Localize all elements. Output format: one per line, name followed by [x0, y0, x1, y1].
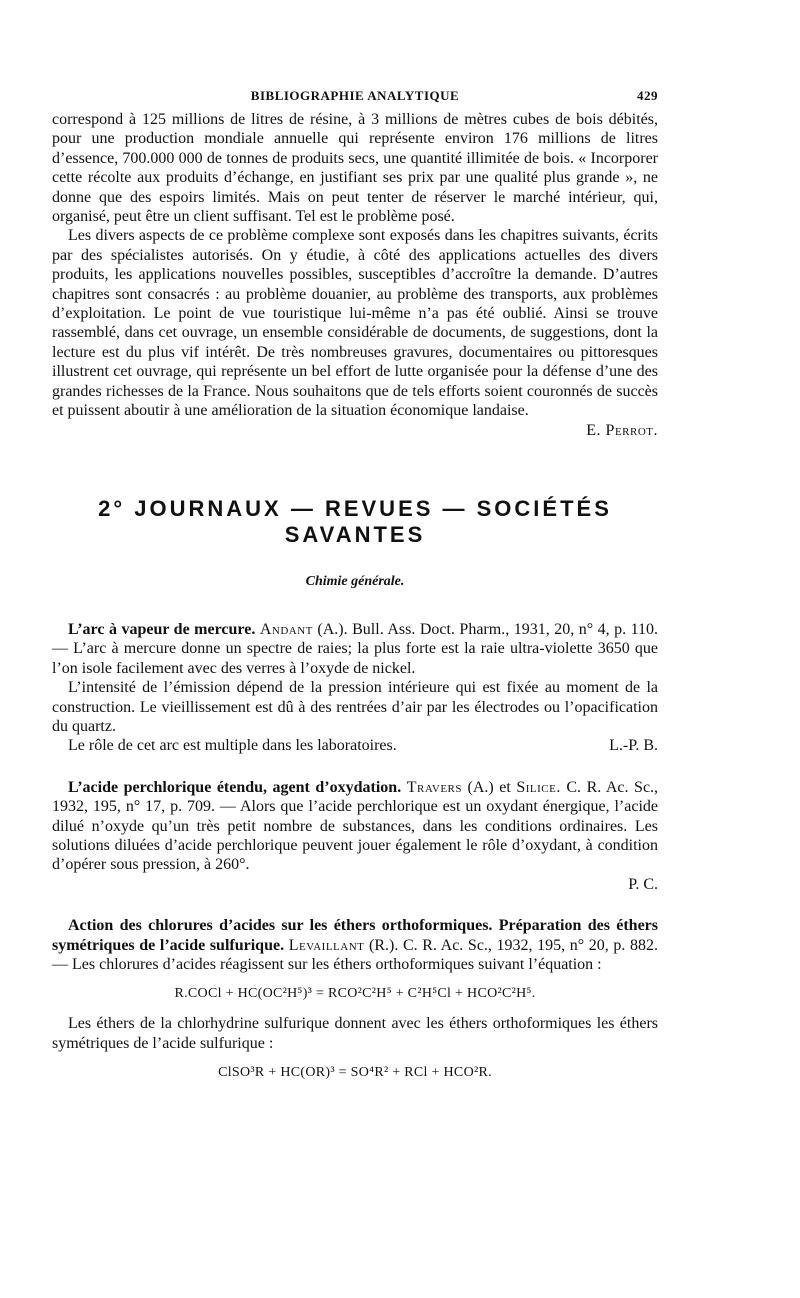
- article-reference: (A.) et: [467, 778, 511, 796]
- subsection-title: Chimie générale.: [305, 573, 405, 589]
- article-signature: P. C.: [628, 875, 658, 893]
- intro-paragraph-2: Les divers aspects de ce problème complexe sont exposés dans les chapitres suivants, écrits par des spécialistes autorisés. On y étudie, à côté des applications actuelles des divers produits, les applications nouvelles possibles, susceptibles d’accroître la demande. D’autres chapitres sont consacrés : au problème douanier, au problème des transports, aux problèmes d’exploitation. Le point de vue touristique lui-même n’a pas été oublié. Ainsi se trouve rassemblé, dans cet ouvrage, un ensemble considérable de documents, de suggestions, dont la lecture est du plus vif intérêt. De très nombreuses gravures, documentaires ou pittoresques illustrent cet ouvrage, qui représente un bel effort de lutte organisée pour la défense d’une des grandes richesses de la France. Nous souhaitons que de tels efforts soient couronnés de succès et puissent aboutir à une amélioration de la situation économique landaise.: [52, 227, 658, 420]
- article-text: Le rôle de cet arc est multiple dans les laboratoires.: [68, 737, 397, 755]
- article-mercure: [52, 620, 658, 756]
- intro-paragraph-1: correspond à 125 millions de litres de résine, à 3 millions de mètres cubes de bois débités, pour une production mondiale annuelle qui représente environ 176 millions de litres d’essence, 700.000 000 de tonnes de produits secs, une quantité illimitée de bois. « Incorporer cette récolte aux produits d’échange, en justifiant ses prix par une qualité plus grande », ne donne que des espoirs limités. Mais on peut tenter de réserver le marché intérieur, qui, organisé, peut être un client suffisant. Tel est le problème posé.: [52, 111, 658, 226]
- running-title: BIBLIOGRAPHIE ANALYTIQUE: [250, 88, 460, 103]
- intro-signature: E. Perrot.: [586, 421, 658, 439]
- article-coauthor: Silice.: [516, 778, 561, 796]
- article-paragraph-3: [52, 736, 658, 755]
- article-reference: (A.). Bull. Ass. Doct. Pharm., 1931, 20, n° 4, p. 110. — L’arc à mercure donne un spectre de raies; la plus forte est la raie ultra-violette 3650 que l’on isole facilement avec des verres à l’oxyde de nickel.: [52, 620, 659, 677]
- page-number: 429: [637, 88, 658, 103]
- article-reference: (R.). C. R. Ac. Sc., 1932, 195, n° 20, p. 882. — Les chlorures d’acides réagissent sur les éthers orthoformiques suivant l’équation :: [52, 936, 659, 973]
- running-header: [52, 88, 658, 110]
- article-paragraph-2: Les éthers de la chlorhydrine sulfurique donnent avec les éthers orthoformiques les éthers symétriques de l’acide sulfurique :: [52, 1015, 658, 1052]
- article-reference-2: C. R. Ac. Sc., 1932, 195, n° 17, p. 709. — Alors que l’acide perchlorique est un oxydant énergique, l’acide dilué n’oxyde qu’un très petit nombre de substances, dans les conditions ordinaires. Les solutions diluées d’acide perchlorique peuvent jouer également le rôle d’oxydant, à condition d’opérer sous pression, à 260°.: [52, 778, 659, 874]
- section-title: 2° JOURNAUX — REVUES — SOCIÉTÉS SAVANTES: [98, 495, 612, 547]
- page: [52, 88, 658, 1093]
- article-paragraph-2: L’intensité de l’émission dépend de la pression intérieure qui est fixée au moment de la construction. Le vieillissement est dû à des rentrées d’air par les électrodes ou l’opacification du quartz.: [52, 679, 658, 735]
- article-paragraph: [52, 778, 658, 875]
- article-chlorures: [52, 916, 658, 1081]
- chemical-equation-1: R.COCl + HC(OC²H⁵)³ = RCO²C²H⁵ + C²H⁵Cl + HCO²C²H⁵.: [174, 986, 536, 1002]
- article-paragraph: [52, 620, 658, 678]
- article-author: Travers: [406, 778, 462, 796]
- article-title: Action des chlorures d’acides sur les éthers orthoformiques. Préparation des éthers symétriques de l’acide sulfurique.: [52, 917, 658, 954]
- article-perchlorique: [52, 778, 658, 894]
- article-title: L’arc à vapeur de mercure.: [68, 620, 256, 638]
- article-author: Andant: [259, 620, 313, 638]
- article-signature: L.-P. B.: [609, 737, 658, 755]
- article-paragraph: [52, 916, 658, 974]
- article-author: Levaillant: [288, 936, 365, 954]
- article-title: L’acide perchlorique étendu, agent d’oxydation.: [68, 778, 402, 796]
- chemical-equation-2: ClSO³R + HC(OR)³ = SO⁴R² + RCl + HCO²R.: [218, 1065, 492, 1081]
